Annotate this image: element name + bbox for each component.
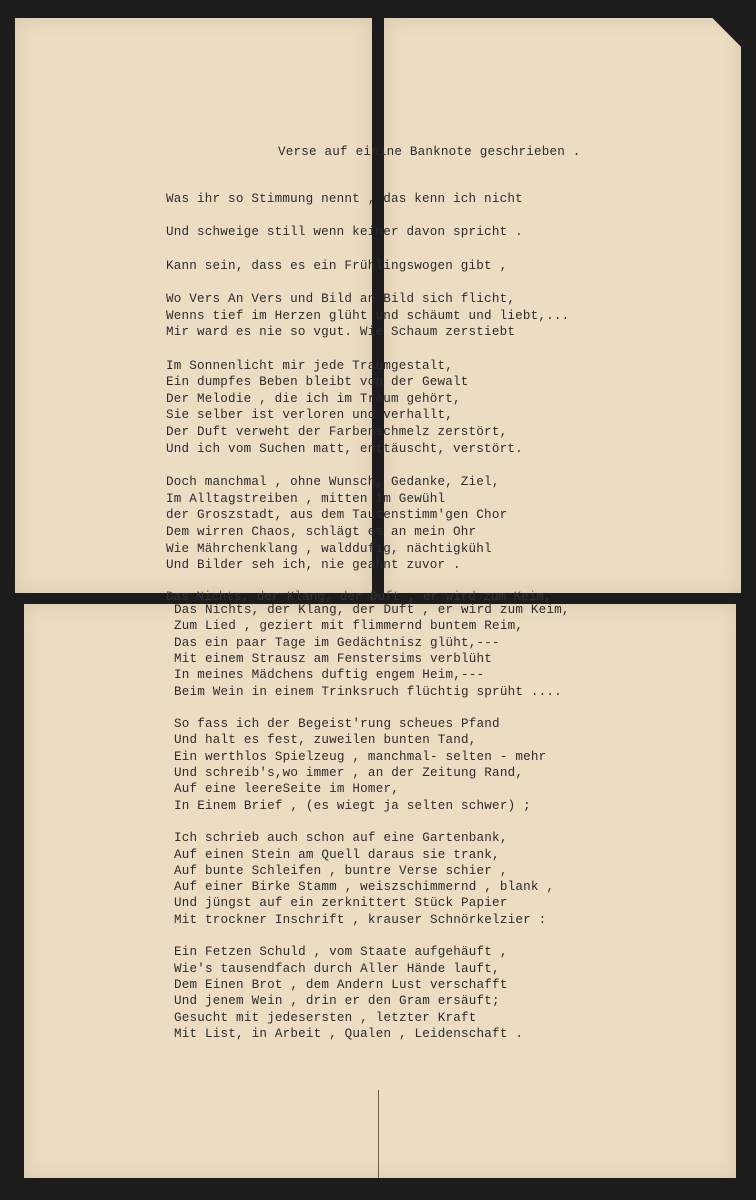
poem-line: Auf einen Stein am Quell daraus sie trank, xyxy=(174,847,500,862)
poem-line: Wo Vers An Vers und Bild an Bild sich flicht, xyxy=(166,291,516,306)
poem-line: Wenns tief im Herzen glüht und schäumt und liebt,... xyxy=(166,308,570,323)
poem-title: Verse auf einine Banknote geschrieben . xyxy=(278,145,581,159)
poem-line: Dem Einen Brot , dem Andern Lust verschafft xyxy=(174,977,508,992)
poem-line: Der Melodie , die ich im Traum gehört, xyxy=(166,391,461,406)
poem-line: Sie selber ist verloren und verhallt, xyxy=(166,408,454,423)
tear-line xyxy=(378,1090,379,1178)
poem-line: Das ein paar Tage im Gedächtnisz glüht,--- xyxy=(174,635,500,650)
poem-line: Und ich vom Suchen matt, enttäuscht, verstört. xyxy=(166,441,523,456)
poem-line: Der Duft verweht der Farbenschmelz zerstört, xyxy=(166,425,508,440)
poem-line: In Einem Brief , (es wiegt ja selten schwer) ; xyxy=(174,798,531,813)
poem-line: Ich schrieb auch schon auf eine Gartenbank, xyxy=(174,831,508,846)
poem-line: Zum Lied , geziert mit flimmernd buntem Reim, xyxy=(174,619,524,634)
poem-line: der Groszstadt, aus dem Tausenstimm'gen Chor xyxy=(166,508,508,523)
poem-line: Ein Fetzen Schuld , vom Staate aufgehäuft , xyxy=(174,945,508,960)
poem-line: In meines Mädchens duftig engem Heim,--- xyxy=(174,668,485,683)
poem-line: Und halt es fest, zuweilen bunten Tand, xyxy=(174,733,477,748)
poem-line: Wie's tausendfach durch Aller Hände lauft, xyxy=(174,961,500,976)
poem-line: Wie Mährchenklang , walddufig, nächtigkühl xyxy=(166,541,492,556)
poem-line: Mir ward es nie so vgut. Wie Schaum zerstiebt xyxy=(166,325,516,340)
poem-line: Und jüngst auf ein zerknittert Stück Papier xyxy=(174,896,508,911)
poem-line: Auf einer Birke Stamm , weiszschimmernd , blank , xyxy=(174,880,555,895)
poem-line: Doch manchmal , ohne Wunsch, Gedanke, Ziel, xyxy=(166,475,500,490)
poem-line: Mit List, in Arbeit , Qualen , Leidenschaft . xyxy=(174,1026,524,1041)
poem-line: Auf bunte Schleifen , buntre Verse schier , xyxy=(174,863,508,878)
poem-line-cut: Das Nichts, der Klang, der Duft , er wird zum Keim, xyxy=(166,590,552,602)
poem-line: Ein werthlos Spielzeug , manchmal- selten - mehr xyxy=(174,749,547,764)
poem-line: Auf eine leereSeite im Homer, xyxy=(174,782,399,797)
poem-line: Gesucht mit jedesersten , letzter Kraft xyxy=(174,1010,477,1025)
poem-line: So fass ich der Begeist'rung scheues Pfand xyxy=(174,717,500,732)
poem-line: Beim Wein in einem Trinksruch flüchtig sprüht .... xyxy=(174,684,562,699)
poem-line: Ein dumpfes Beben bleibt von der Gewalt xyxy=(166,375,469,390)
poem-line: Im Alltagstreiben , mitten im Gewühl xyxy=(166,491,446,506)
poem-line: Dem wirren Chaos, schlägt es an mein Ohr xyxy=(166,525,477,539)
poem-line: Was ihr so Stimmung nennt , das kenn ich nicht xyxy=(166,192,523,206)
poem-line: Das Nichts, der Klang, der Duft , er wird zum Keim, xyxy=(174,603,570,617)
poem-line: Und schweige still wenn keiner davon spricht . xyxy=(166,225,523,240)
poem-line: Im Sonnenlicht mir jede Traumgestalt, xyxy=(166,358,454,373)
poem-line: Mit trockner Inschrift , krauser Schnörkelzier : xyxy=(174,912,547,927)
poem-line: Und schreib's,wo immer , an der Zeitung Rand, xyxy=(174,766,524,780)
poem-line: Kann sein, dass es ein Frühlingswogen gibt , xyxy=(166,258,508,273)
poem-line: Und jenem Wein , drin er den Gram ersäuft; xyxy=(174,994,500,1009)
poem-line: Und Bilder seh ich, nie geahnt zuvor . xyxy=(166,558,461,573)
poem-line: Mit einem Strausz am Fenstersims verblüht xyxy=(174,651,493,666)
